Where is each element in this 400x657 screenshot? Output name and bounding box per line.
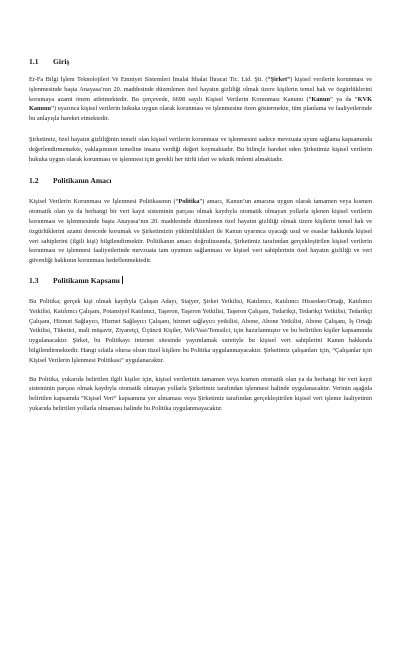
paragraph-text: Kişisel Verilerin Korunması ve İşlenmesi Politikasının (“ (29, 198, 179, 206)
paragraph-intro (29, 75, 372, 124)
paragraph-text: Bu Politika, yukarıda belirtilen ilgili kişiler için, kişisel verilerinin tamamen veya kısmen otomatik olan ya da herhangi bir veri kayıt sisteminin parçası olmak kaydıyla otomatik olmayan yollarla Şirketimiz tarafından işlenmesi halinde uygulanacaktır. Verinin aşağıda belirtilen kapsamda “Kişisel Veri” kapsamına yer almaması veya Şirketimiz tarafından gerçekleştirilen kişisel veri işleme faaliyetinin yukarıda belirtilen yollarla olmaması halinde bu Politika uygulanmayacaktır. (29, 375, 372, 412)
section-heading-intro (29, 57, 372, 67)
paragraph-text: Bu Politika; gerçek kişi olmak kaydıyla Çalışan Adayı, Stajyer, Şirket Yetkilisi, Katılımcı, Katılımcı Hissedarı/Ortağı, Katılımcı Yetkilisi, Katılımcı Çalışanı, Potansiyel Katılımcı, Taşeron, Taşeron Yetkilisi, Taşeron Çalışanı, Tedarikçi, Tedarikçi Yetkilisi, Tedarikçi Çalışanı, Hizmet Sağlayıcı, Hizmet Sağlayıcı Çalışanı, hizmet sağlayıcı yetkilisi, Abone, Abone Yetkilisi, Abone Çalışanı, İş Ortağı Yetkilisi, Tüketici, mali müşavir, Ziyaretçi, Üçüncü Kişiler, Veli/Vasi/Temsilci, için hazırlanmıştır ve bu belirtilen kişiler kapsamında uygulanacaktır. Şirket, bu Politikayı internet sitesinde yayımlamak suretiyle bu kişisel veri sahiplerini Kanun hakkında bilgilendirmektedir. Hangi sıfatla olursa olsun tüzel kişilere bu Politika uygulanmayacaktır. Şirketimiz çalışanları için, “Çalışanlar için Kişisel Verilerin İşlenmesi Politikası” uygulanacaktır. (29, 297, 372, 364)
section-number: 1.3 (29, 275, 39, 285)
bold-term: “Şirket” (267, 76, 291, 83)
paragraph-purpose (29, 197, 372, 266)
bold-term: KVK Kanunu (29, 95, 372, 113)
bold-term: Politika (178, 198, 200, 206)
section-title: Giriş (53, 57, 70, 66)
section-title: Politikanın Amacı (53, 176, 112, 186)
section-number: 1.2 (29, 176, 39, 186)
text-cursor (122, 276, 123, 284)
paragraph-text: ” ya da “ (329, 95, 358, 103)
paragraph-text: ) kişisel verilerin korunması ve işlenmesinde başta Anayasa’nın 20. maddesinde düzenlenen özel hayatın gizliliği olmak üzere kişilerin temel hak ve özgürlüklerini korumaya azami önem atfetmektedir. Bu çerçevede, 6698 sayılı Kişisel Verilerin Korunması Kanunu (“ (29, 76, 373, 103)
section-number: 1.1 (29, 57, 39, 66)
paragraph-scope-application (29, 375, 372, 414)
paragraph-text: ”) uyarınca kişisel verilerin hukuka uygun olarak korunması ve işlenmesine özen göstermekte, tüm planlama ve faaliyetlerinde bu anlayışla hareket etmektedir. (29, 105, 372, 123)
section-title: Politikanın Kapsamı (53, 275, 120, 285)
page-top-mark: - (196, 101, 198, 107)
paragraph-company-approach (29, 135, 372, 164)
paragraph-text: Şirketimiz, özel hayatın gizliliğinin temeli olan kişisel verilerin korunması ve işlenmesini sadece mevzuata uyum sağlama kapsamında değerlendirmemekte, yaklaşımının temeline insana verdiği değeri koymaktadır. Bu bilinçle hareket eden Şirketimiz kişisel verilerin hukuka uygun olarak korunması ve işlenmesi için gerekli her türlü idari ve teknik önlemi almaktadır. (29, 135, 372, 163)
document-page (0, 57, 400, 657)
bold-term: Kanun (311, 95, 330, 103)
paragraph-scope (29, 297, 372, 366)
section-heading-purpose (29, 176, 372, 186)
section-heading-scope[interactable] (29, 276, 372, 286)
paragraph-text: ”) amacı, Kanun’un amacına uygun olarak tamamen veya kısmen otomatik olan ya da herhangi bir veri kayıt sisteminin parçası olmak kaydıyla otomatik olmayan yollarla işlenen kişisel verilerin korunması ve işlenmesinde başta Anayasa’nın 20. maddesinde düzenlenen özel hayatın gizliliği olmak üzere kişilerin temel hak ve özgürlüklerini azami derecede korumak ve Şirketimizin yükümlülükleri ile Kanun uyarınca uyacağı usul ve esaslar hakkında kişisel veri sahiplerini (ilgili kişi) bilgilendirmektir. Politikanın amacı doğrultusunda, Şirketimiz tarafından gerçekleştirilen kişisel verilerin korunması ve işlenmesi faaliyetlerinde mevzuata tam uyumun sağlanması ve kişisel veri sahiplerinin özel hayatın gizliliği ve veri güvenliği hakkının korunması hedeflenmektedir. (29, 198, 372, 265)
paragraph-text: Er-Fa Bilgi İşlem Teknolojileri Ve Emniyet Sistemleri İmalat İthalat İhracat Tic. Ltd. Şti. ( (29, 76, 268, 83)
